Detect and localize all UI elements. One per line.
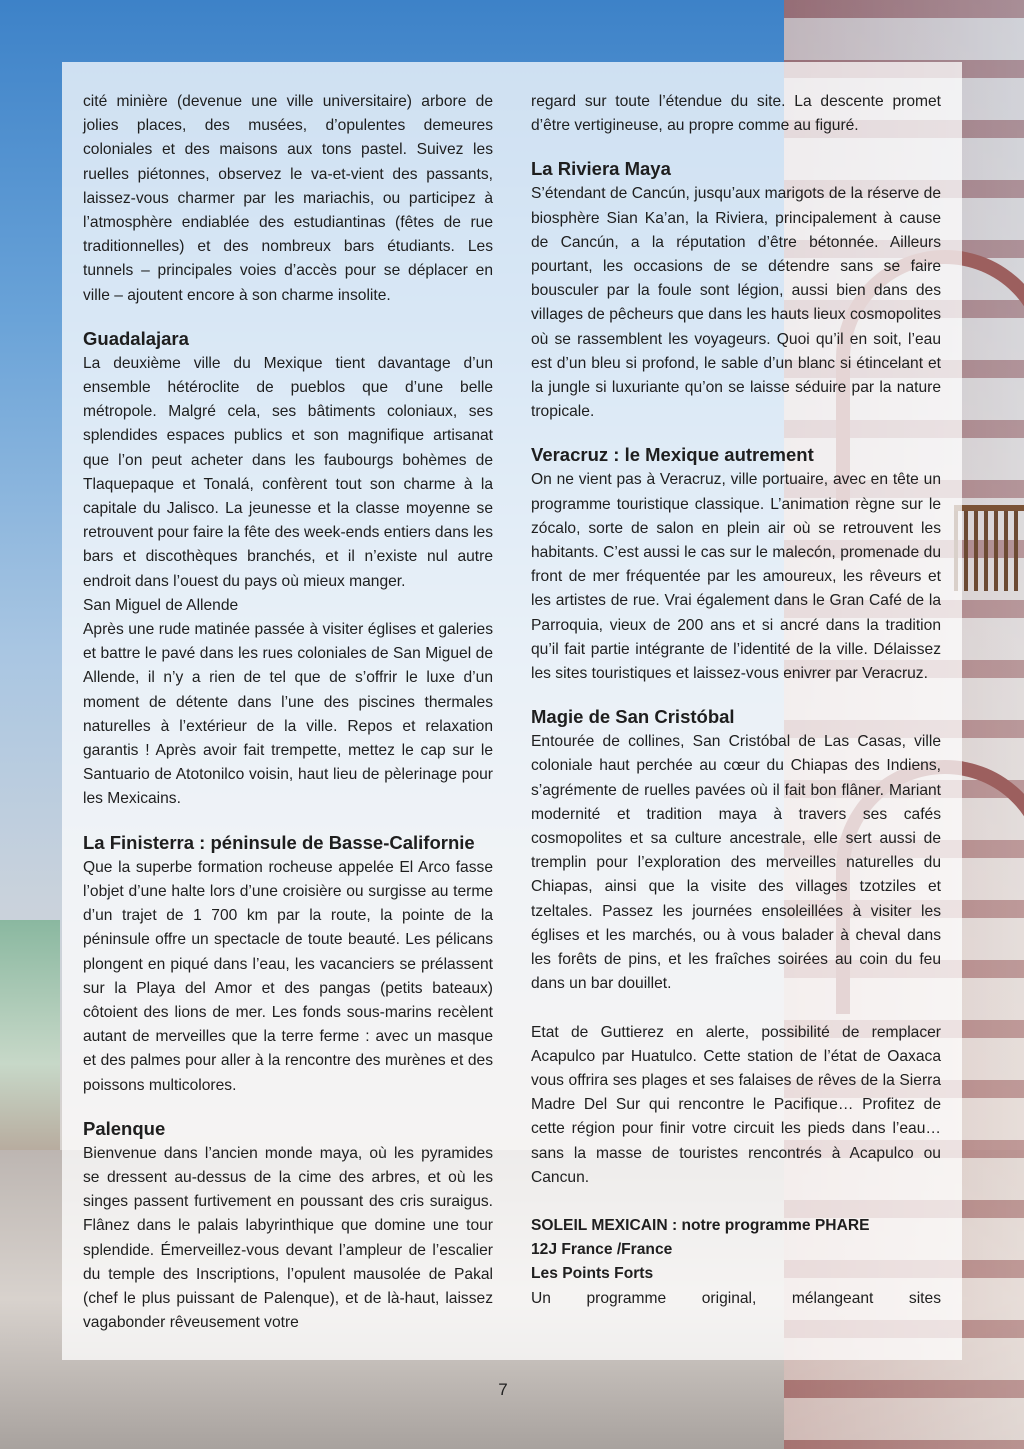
text-panel [62,62,962,1360]
right-column [531,90,941,1311]
san-cristobal-paragraph: Entourée de collines, San Cristóbal de Las Casas, ville coloniale haut perchée au cœur du Chiapas des Indiens, s’agrémente de ruelles pavées où il fait bon flâner. Mariant modernité et tradition maya à travers ses cafés cosmopolites et sa culture ancestrale, elle sert aussi de tremplin pour l’exploration des merveilles naturelles du Chiapas, ainsi que la visite des villages tzotziles et tzeltales. Passez les journées ensoleillées à visiter les églises et les marchés, ou à vous balader à cheval dans les forêts de pins, et les fraîches soirées au coin du feu dans un bar douillet. [531,733,941,993]
guadalajara-paragraph: La deuxième ville du Mexique tient davantage d’un ensemble hétéroclite de pueblos que d’une belle métropole. Malgré cela, ses bâtiments coloniaux, ses splendides espaces publics et son magnifique artisanat que l’on peut acheter dans les faubourgs bohèmes de Tlaquepaque et Tonalá, confèrent tout son charme à la capitale du Jalisco. La jeunesse et la classe moyenne se retrouvent pour faire la fête des week-ends entiers dans les bars et discothèques branchés, et il n’existe nul autre endroit dans l’ouest du pays où mieux manger. [83,354,493,590]
section-heading-veracruz: Veracruz : le Mexique autrement [531,444,814,466]
riviera-paragraph: S’étendant de Cancún, jusqu’aux marigots de la réserve de biosphère Sian Ka’an, la Riviera, principalement à cause de Cancún, a la réputation d’être bétonnée. Ailleurs pourtant, les occasions de se détendre sans se faire bousculer par la foule sont légion, aussi bien dans des villages de pêcheurs que dans les hauts lieux cosmopolites où se rassemblent les voyageurs. Quoi qu’il en soit, l’eau est d’un bleu si profond, le sable d’un blanc si étincelant et la jungle si luxuriante qu’on se laisse séduire par la nature tropicale. [531,185,941,421]
san-miguel-subheading: San Miguel de Allende [83,596,239,614]
background-balcony [954,505,1024,591]
spacer [531,997,941,1021]
program-title: SOLEIL MEXICAIN : notre programme PHARE [531,1216,870,1234]
spacer [531,1190,941,1214]
page-number: 7 [498,1380,508,1399]
section-heading-palenque: Palenque [83,1117,166,1139]
program-last-line: Un programme original, mélangeant sites [531,1289,941,1307]
veracruz-paragraph: On ne vient pas à Veracruz, ville portuaire, avec en tête un programme touristique classique. L’animation règne sur le zócalo, sorte de salon en plein air où se retrouvent les habitants. C’est aussi le cas sur le malecón, promenade du front de mer fréquentée par les amoureux, les rêveurs et les artistes de rue. Vrai également dans le Gran Café de la Parroquia, vieux de 200 ans et si ancré dans la tradition qu’il fait partie intégrante de l’identité de la ville. Délaissez les sites touristiques et laissez-vous enivrer par Veracruz. [531,471,941,683]
section-heading-guadalajara: Guadalajara [83,327,189,349]
background-building-left [0,920,60,1160]
section-heading-san-cristobal: Magie de San Cristóbal [531,706,735,728]
intro-paragraph: cité minière (devenue une ville universitaire) arbore de jolies places, des musées, d’opulentes demeures coloniales et des maisons aux tons pastel. Suivez les ruelles piétonnes, observez le va-et-vient des passants, laissez-vous charmer par les mariachis, ou participez à l’atmosphère endiablée des estudiantinas (fêtes de rue traditionnelles) et des nombreux bars étudiants. Les tunnels – principales voies d’accès pour se déplacer en ville – ajoutent encore à son charme insolite. [83,93,493,304]
section-heading-finisterra: La Finisterra : péninsule de Basse-Californie [83,831,475,853]
finisterra-paragraph: Que la superbe formation rocheuse appelée El Arco fasse l’objet d’une halte lors d’une croisière ou surgisse au terme d’un trajet de 1 700 km par la route, la pointe de la péninsule offre un spectacle de toute beauté. Les pélicans plongent en piqué dans l’eau, les vacanciers se prélassent sur la Playa del Amor et des pangas (petits bateaux) côtoient des lions de mer. Les fonds sous-marins recèlent autant de merveilles que la terre ferme : avec un masque et des palmes pour aller à la rencontre des murènes et des poissons multicolores. [83,858,493,1094]
left-column [83,90,493,1335]
section-heading-riviera: La Riviera Maya [531,158,671,180]
guttierez-paragraph: Etat de Guttierez en alerte, possibilité de remplacer Acapulco par Huatulco. Cette station de l’état de Oaxaca vous offrira ses plages et ses falaises de rêves de la Sierra Madre Del Sur qui rencontre le Pacifique… Profitez de cette région pour finir votre circuit les pieds dans l’eau…sans la masse de touristes rencontrés à Acapulco ou Cancun. [531,1023,941,1186]
continued-paragraph: regard sur toute l’étendue du site. La descente promet d’être vertigineuse, au propre comme au figuré. [531,93,941,135]
palenque-paragraph: Bienvenue dans l’ancien monde maya, où les pyramides se dressent au-dessus de la cime des arbres, et où les singes passent furtivement en poussant des cris suraigus. Flânez dans le palais labyrinthique que domine une tour splendide. Émerveillez-vous devant l’ampleur de l’escalier du temple des Inscriptions, l’opulent mausolée de Pakal (chef le plus puissant de Palenque), et de là-haut, laissez vagabonder rêveusement votre [83,1144,493,1332]
highlights-heading: Les Points Forts [531,1265,654,1283]
san-miguel-paragraph: Après une rude matinée passée à visiter églises et galeries et battre le pavé dans les rues coloniales de San Miguel de Allende, il n’y a rien de tel que de s’offrir le luxe d’un moment de détente dans l’une des piscines thermales naturelles à l’extérieur de la ville. Repos et relaxation garantis ! Après avoir fait trempette, mettez le cap sur le Santuario de Atotonilco voisin, haut lieu de pèlerinage pour les Mexicains. [83,621,493,808]
program-duration: 12J France /France [531,1241,673,1259]
